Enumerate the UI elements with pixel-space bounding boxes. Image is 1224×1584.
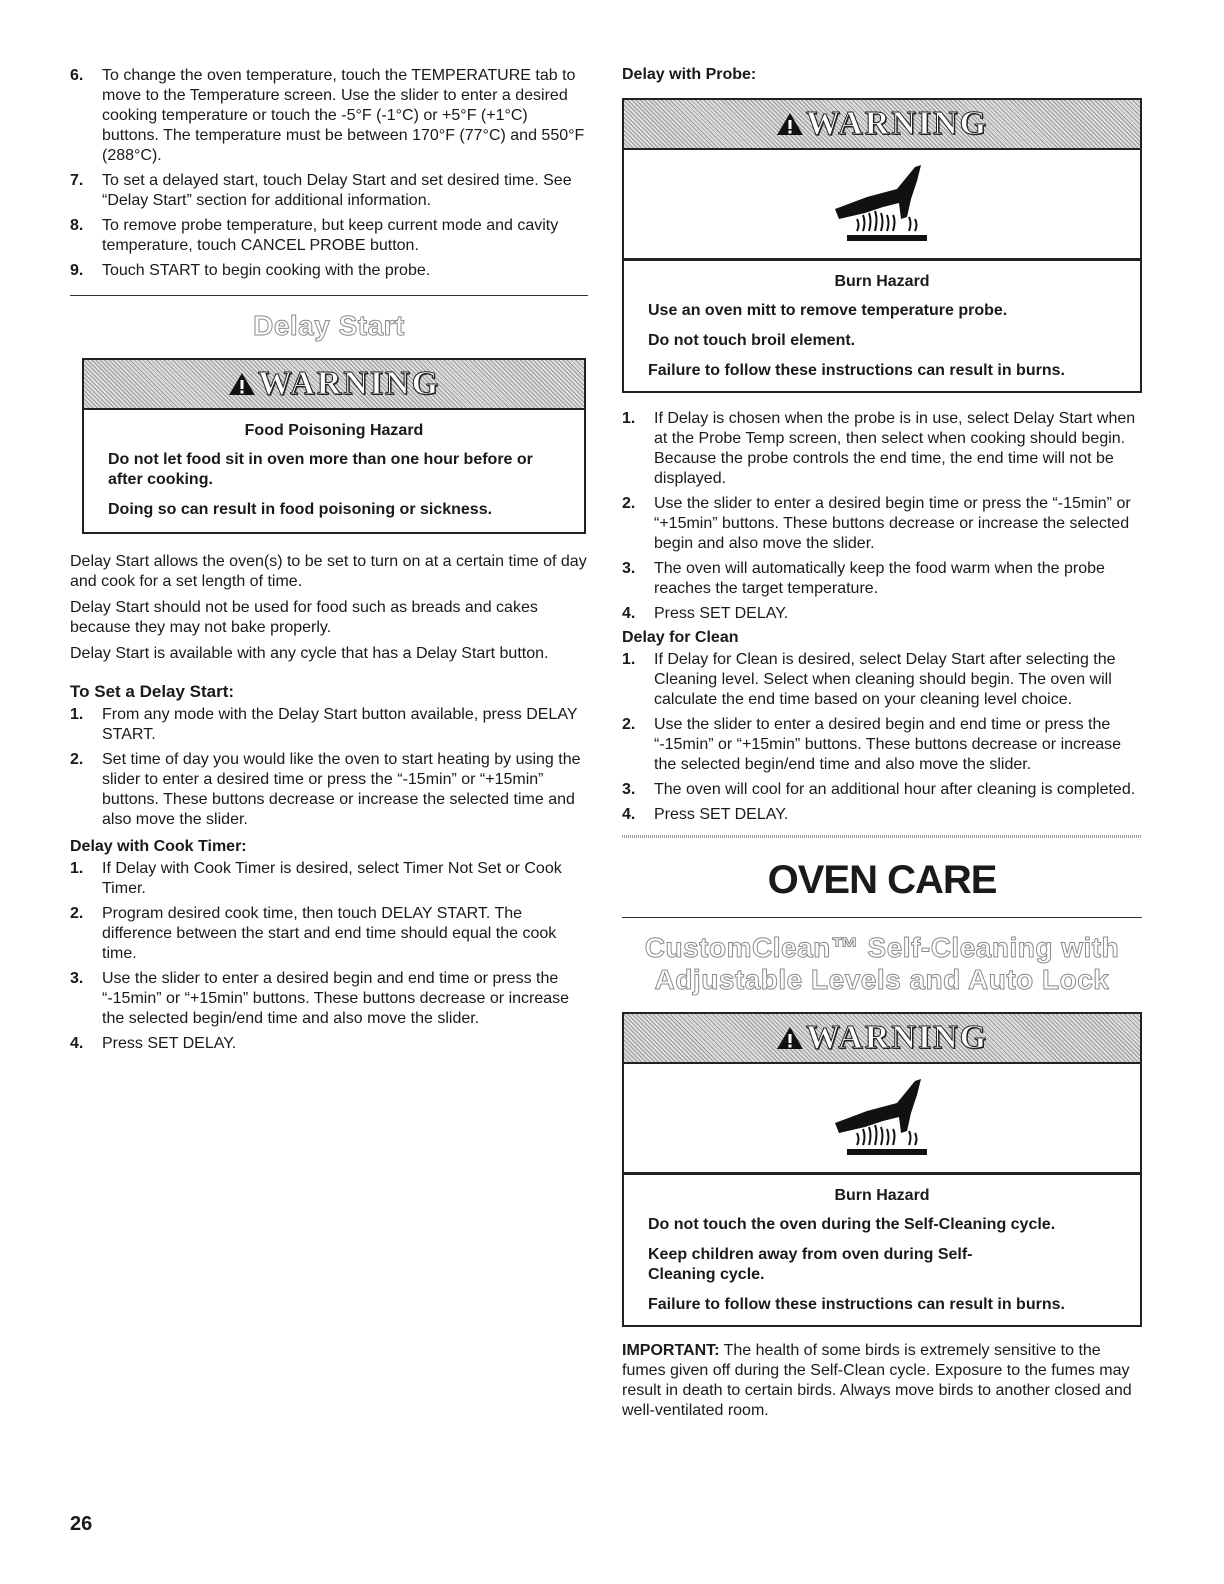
delay-probe-heading: Delay with Probe: — [622, 66, 757, 83]
intro-paragraphs — [70, 552, 588, 664]
warning-line: Failure to follow these instructions can result in burns. — [648, 362, 1065, 379]
cook-timer-heading: Delay with Cook Timer: — [70, 838, 247, 855]
warning-body — [84, 410, 584, 532]
warning-line: Use an oven mitt to remove temperature probe. — [648, 302, 1008, 319]
list-item: 1. From any mode with the Delay Start button available, press DELAY START. — [70, 706, 578, 743]
warning-line: Failure to follow these instructions can result in burns. — [648, 1296, 1065, 1313]
divider — [622, 917, 1142, 918]
list-item: 9. Touch START to begin cooking with the probe. — [70, 262, 431, 279]
cook-timer-steps — [70, 859, 588, 1054]
set-delay-heading: To Set a Delay Start: — [70, 682, 235, 701]
list-item: 3. The oven will cool for an additional hour after cleaning is completed. — [622, 781, 1136, 798]
list-item: 1. If Delay is chosen when the probe is in use, select Delay Start when at the Probe Temp screen, then select when cooking should begin. Because the probe controls the end time, the end time will not be displayed. — [622, 410, 1136, 487]
warning-line: Keep children away from oven during Self-Cleaning cycle. — [648, 1246, 973, 1283]
warning-line: Doing so can result in food poisoning or sickness. — [108, 501, 493, 518]
list-item: 2. Program desired cook time, then touch DELAY START. The difference between the start and end time should equal the cook time. — [70, 905, 557, 962]
hazard-title: Burn Hazard — [834, 1187, 930, 1204]
left-column — [70, 66, 588, 1059]
set-delay-steps — [70, 705, 588, 830]
list-item: 4. Press SET DELAY. — [622, 806, 789, 823]
list-item: 2. Use the slider to enter a desired begin and end time or press the “-15min” or “+15min” buttons. These buttons decrease or increase the selected begin/end time and also move the slider. — [622, 716, 1122, 773]
list-item: 4. Press SET DELAY. — [622, 605, 789, 622]
divider — [70, 295, 588, 296]
hazard-title: Food Poisoning Hazard — [244, 422, 424, 439]
burn-icon-area — [624, 150, 1140, 261]
warning-box-food — [82, 358, 586, 534]
warning-line: Do not touch broil element. — [648, 332, 856, 349]
warning-box-probe — [622, 98, 1142, 393]
list-item: 1. If Delay for Clean is desired, select Delay Start after selecting the Cleaning level. Select when cleaning should begin. The oven will calculate the end time based on your cleaning level choice. — [622, 651, 1116, 708]
warning-box-self-clean — [622, 1012, 1142, 1327]
list-item: 6. To change the oven temperature, touch the TEMPERATURE tab to move to the Temperature screen. Use the slider to enter a desired cooking temperature or touch the -5°F (-1°C) or +5°F (+1°C) buttons. The temperature must be between 170°F (77°C) and 550°F (288°C). — [70, 67, 585, 164]
burn-icon-area — [624, 1064, 1140, 1175]
warning-triangle-icon — [228, 371, 256, 397]
warning-header: WARNING — [624, 100, 1140, 150]
section-title: Delay Start — [253, 310, 405, 341]
warning-line: Do not let food sit in oven more than one hour before or after cooking. — [108, 451, 533, 488]
important-note: IMPORTANT: The health of some birds is extremely sensitive to the fumes given off during the Self-Clean cycle. Exposure to the fumes may result in death to certain birds. Always move birds to another closed and well-ventilated room. — [622, 1342, 1132, 1419]
delay-clean-steps — [622, 650, 1142, 825]
list-item: 7. To set a delayed start, touch Delay Start and set desired time. See “Delay Start” section for additional information. — [70, 172, 572, 209]
oven-care-title: OVEN CARE — [767, 858, 997, 902]
hand-burn-icon — [827, 1073, 937, 1163]
delay-probe-steps — [622, 409, 1142, 624]
important-label: IMPORTANT: — [622, 1342, 720, 1359]
warning-body — [624, 1175, 1140, 1325]
paragraph: Delay Start should not be used for food such as breads and cakes because they may not bake properly. — [70, 599, 538, 636]
paragraph: Delay Start is available with any cycle that has a Delay Start button. — [70, 645, 549, 662]
list-item: 4. Press SET DELAY. — [70, 1035, 237, 1052]
right-column — [622, 66, 1142, 1427]
list-item: 3. Use the slider to enter a desired begin and end time or press the “-15min” or “+15min” buttons. These buttons decrease or increase the selected begin/end time and also move the slider. — [70, 970, 570, 1027]
hazard-title: Burn Hazard — [834, 273, 930, 290]
warning-triangle-icon — [776, 111, 804, 137]
list-item: 8. To remove probe temperature, but keep current mode and cavity temperature, touch CANCEL PROBE button. — [70, 217, 559, 254]
list-item: 3. The oven will automatically keep the food warm when the probe reaches the target temperature. — [622, 560, 1105, 597]
warning-triangle-icon — [776, 1025, 804, 1051]
list-item: 2. Use the slider to enter a desired begin time or press the “-15min” or “+15min” buttons. These buttons decrease or increase the selected begin and also move the slider. — [622, 495, 1131, 552]
warning-header: WARNING — [84, 360, 584, 410]
page-number: 26 — [70, 1513, 93, 1535]
paragraph: Delay Start allows the oven(s) to be set to turn on at a certain time of day and cook for a set length of time. — [70, 553, 587, 590]
list-item: 2. Set time of day you would like the oven to start heating by using the slider to enter a desired time or press the “-15min” or “+15min” buttons. These buttons decrease or increase the selected time and also move the slider. — [70, 751, 581, 828]
hand-burn-icon — [827, 159, 937, 249]
warning-line: Do not touch the oven during the Self-Cleaning cycle. — [648, 1216, 1056, 1233]
list-item: 1. If Delay with Cook Timer is desired, select Timer Not Set or Cook Timer. — [70, 860, 562, 897]
self-clean-subtitle: CustomClean™ Self-Cleaning with Adjustable Levels and Auto Lock — [644, 932, 1120, 995]
probe-steps-list — [70, 66, 588, 281]
delay-clean-heading: Delay for Clean — [622, 629, 739, 646]
warning-header: WARNING — [624, 1014, 1140, 1064]
dotted-divider — [622, 835, 1142, 838]
warning-body — [624, 261, 1140, 391]
